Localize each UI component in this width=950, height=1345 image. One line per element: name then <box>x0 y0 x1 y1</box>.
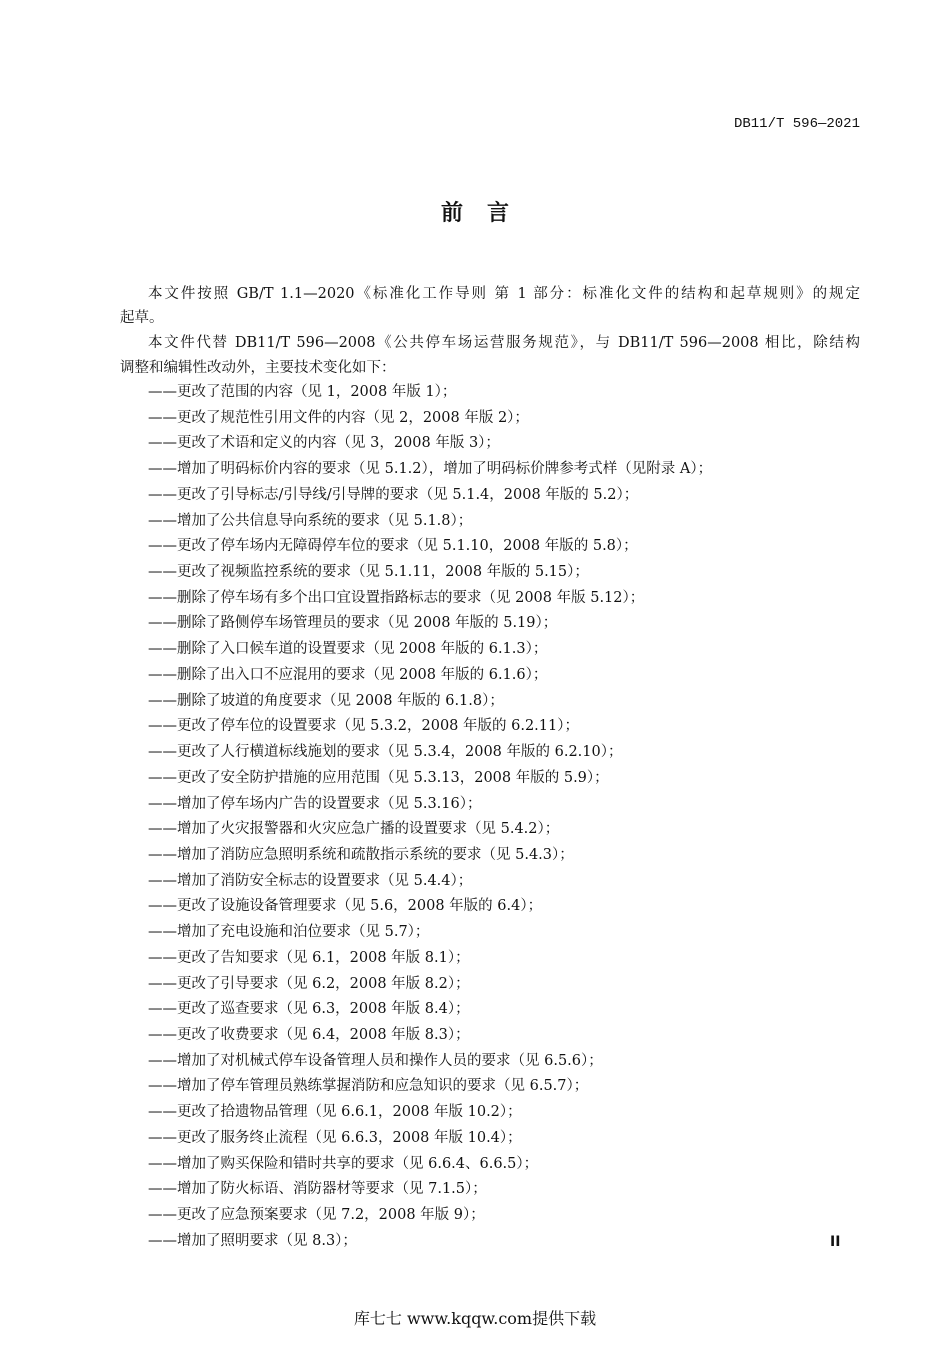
footer-watermark: 库七七 www.kqqw.com提供下载 <box>353 1309 597 1328</box>
list-item: ——增加了充电设施和泊位要求（见 5.7）； <box>148 924 430 941</box>
list-item: ——增加了火灾报警器和火灾应急广播的设置要求（见 5.4.2）； <box>148 821 560 838</box>
list-item: ——更改了人行横道标线施划的要求（见 5.3.4，2008 年版的 6.2.10）； <box>148 744 623 761</box>
list-item: ——更改了告知要求（见 6.1，2008 年版 8.1）； <box>148 949 470 966</box>
list-item: ——更改了应急预案要求（见 7.2，2008 年版 9）； <box>148 1207 485 1224</box>
list-item: ——删除了入口候车道的设置要求（见 2008 年版的 6.1.3）； <box>148 641 548 658</box>
paragraph-line: 调整和编辑性改动外，主要技术变化如下： <box>120 360 396 376</box>
list-item: ——增加了停车管理员熟练掌握消防和应急知识的要求（见 6.5.7）； <box>148 1078 589 1095</box>
list-item: ——删除了路侧停车场管理员的要求（见 2008 年版的 5.19）； <box>148 615 558 632</box>
page-title: 前言 <box>440 201 533 226</box>
list-item: ——更改了设施设备管理要求（见 5.6，2008 年版的 6.4）； <box>148 898 543 915</box>
paragraph-line: 本文件代替 DB11/T 596—2008《公共停车场运营服务规范》，与 DB11/T 596—2008 相比，除结构 <box>148 335 860 351</box>
paragraph-line: 本文件按照 GB/T 1.1—2020《标准化工作导则 第 1 部分：标准化文件的结构和起草规则》的规定 <box>148 286 860 302</box>
document-number: DB11/T 596—2021 <box>733 116 860 132</box>
list-item: ——更改了引导要求（见 6.2，2008 年版 8.2）； <box>148 975 470 992</box>
list-item: ——更改了引导标志/引导线/引导牌的要求（见 5.1.4，2008 年版的 5.2）； <box>148 486 639 503</box>
paragraph-line: 起草。 <box>120 310 164 326</box>
list-item: ——增加了停车场内广告的设置要求（见 5.3.16）； <box>148 795 482 812</box>
list-item: ——增加了对机械式停车设备管理人员和操作人员的要求（见 6.5.6）； <box>148 1052 603 1069</box>
list-item: ——增加了防火标语、消防器材等要求（见 7.1.5）； <box>148 1181 487 1198</box>
list-item: ——增加了消防安全标志的设置要求（见 5.4.4）； <box>148 872 473 889</box>
list-item: ——增加了公共信息导向系统的要求（见 5.1.8）； <box>148 512 473 529</box>
list-item: ——更改了术语和定义的内容（见 3，2008 年版 3）； <box>148 435 500 452</box>
list-item: ——更改了停车场内无障碍停车位的要求（见 5.1.10，2008 年版的 5.8）； <box>148 538 638 555</box>
list-item: ——更改了服务终止流程（见 6.6.3，2008 年版 10.4）； <box>148 1129 522 1146</box>
list-item: ——更改了停车位的设置要求（见 5.3.2，2008 年版的 6.2.11）； <box>148 718 579 735</box>
list-item: ——更改了巡查要求（见 6.3，2008 年版 8.4）； <box>148 1001 470 1018</box>
list-item: ——更改了视频监控系统的要求（见 5.1.11，2008 年版的 5.15）； <box>148 564 589 581</box>
list-item: ——更改了安全防护措施的应用范围（见 5.3.13，2008 年版的 5.9）； <box>148 769 609 786</box>
list-item: ——更改了规范性引用文件的内容（见 2，2008 年版 2）； <box>148 409 529 426</box>
list-item: ——更改了拾遗物品管理（见 6.6.1，2008 年版 10.2）； <box>148 1104 522 1121</box>
page-number: II <box>830 1234 841 1250</box>
list-item: ——更改了收费要求（见 6.4，2008 年版 8.3）； <box>148 1027 470 1043</box>
list-item: ——增加了照明要求（见 8.3）； <box>148 1232 357 1249</box>
list-item: ——更改了范围的内容（见 1，2008 年版 1）； <box>148 384 457 400</box>
list-item: ——删除了出入口不应混用的要求（见 2008 年版的 6.1.6）； <box>148 666 548 683</box>
list-item: ——删除了停车场有多个出口宜设置指路标志的要求（见 2008 年版 5.12）； <box>148 589 645 606</box>
list-item: ——增加了消防应急照明系统和疏散指示系统的要求（见 5.4.3）； <box>148 846 574 863</box>
list-item: ——增加了购买保险和错时共享的要求（见 6.6.4、6.6.5）； <box>148 1155 539 1172</box>
list-item: ——增加了明码标价内容的要求（见 5.1.2），增加了明码标价牌参考式样（见附录 A）； <box>148 461 713 478</box>
list-item: ——删除了坡道的角度要求（见 2008 年版的 6.1.8）； <box>148 692 504 709</box>
